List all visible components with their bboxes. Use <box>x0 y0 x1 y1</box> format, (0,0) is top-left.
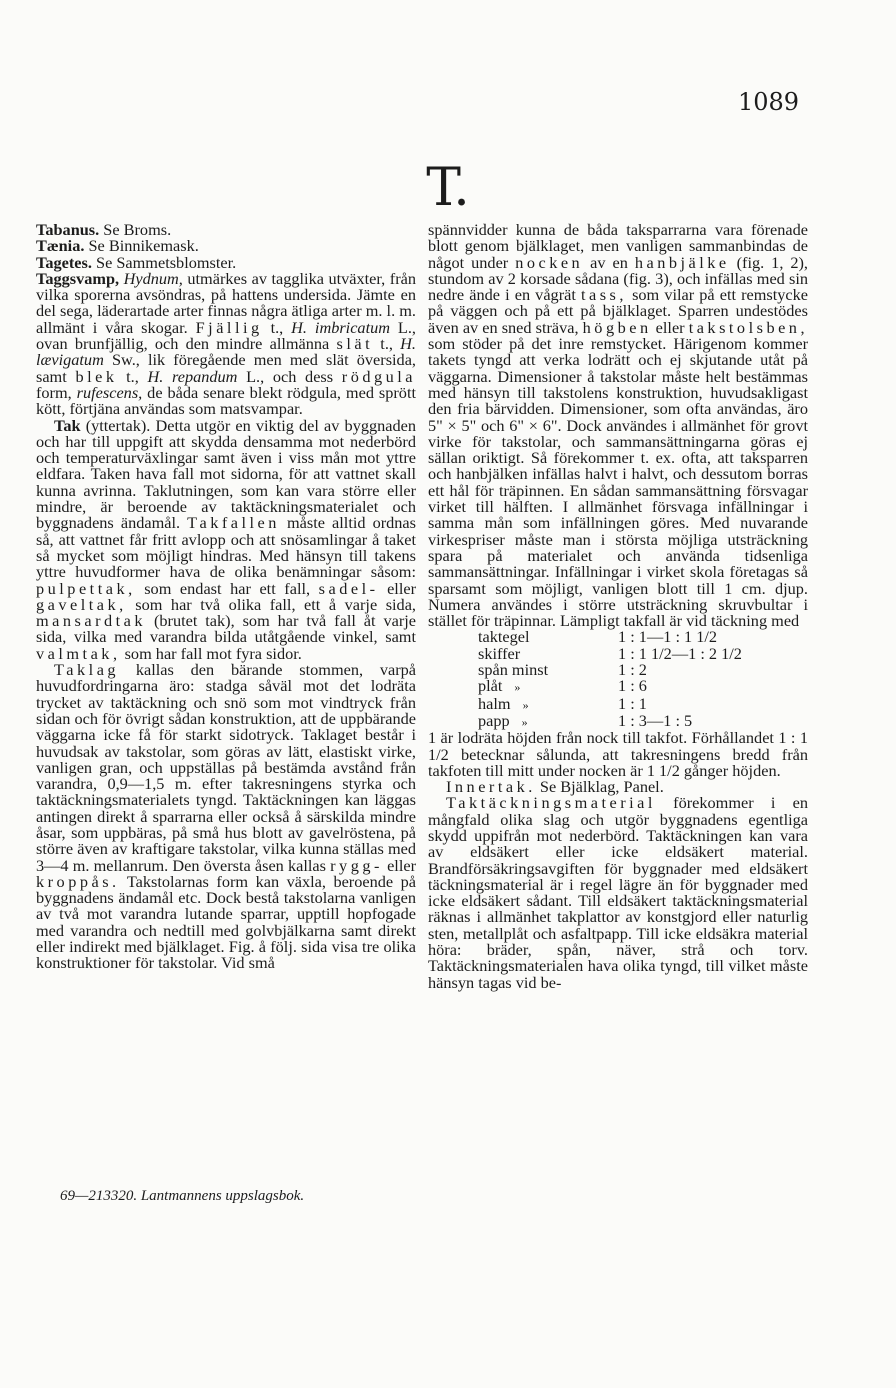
entry-text: förekommer i en mångfald olika slag och utgör byggnadens egentliga skydd uppifrån mot nederbörd. Taktäckningen kan vara av eldsäkert eller icke eldsäkert material. Brandförsäkringsavgiften för byggnader med eldsäkert täckningsmaterial är i regel lägre än för byggnader med icke eldsäkert sådant. Till eldsäkert taktäckningsmaterial räknas i allmänhet takplattor av konstgjord eller naturlig sten, metallplåt och asfaltpapp. Till icke eldsäkra material höra: bräder, spån, näver, strå och torv. Taktäckningsmaterialen hava olika tyngd, till vilket måste hänsyn tagas vid be- <box>428 793 808 992</box>
spaced-term: valmtak, <box>36 643 121 663</box>
left-column <box>36 222 416 972</box>
spaced-term: hanbjälke <box>634 252 730 272</box>
entry-text: Se Broms. <box>99 220 172 239</box>
spaced-term: takstolsben, <box>688 317 809 337</box>
material-name: plåt <box>478 676 503 696</box>
spaced-term: mansardtak <box>36 611 147 631</box>
entry-text: t., <box>262 317 292 337</box>
spaced-term: Fjällig <box>195 317 263 337</box>
entry-taktackningsmaterial <box>428 795 808 991</box>
material-name: spån minst <box>478 660 549 680</box>
material-name: skiffer <box>478 643 521 663</box>
entry-text: som har två olika fall, ett å varje sida, <box>126 594 416 614</box>
ratio-cell: 1 : 3—1 : 5 <box>618 710 693 730</box>
spaced-term: blek <box>75 366 118 386</box>
entry-taklag-continued <box>428 222 808 629</box>
ditto-mark: » <box>514 680 521 695</box>
entry-term: Tabanus. <box>36 220 100 239</box>
entry-text: Takstolarnas form kan växla, beroende på byggnadens ändamål etc. Dock bestå takstolarna vanligen av två mot varandra lutande sparrar, upptill hopfogade med varandra och nedtill med golvbjälkarna samt direkt eller indirekt med bjälklaget. Fig. å följ. sida visa tre olika konstruktioner för takstolar. Vid små <box>36 871 416 973</box>
entry-text: (yttertak). Detta utgör en viktig del av byggnaden och har till uppgift att skydda densamma mot nederbörd och temperaturväxlingar samt även i viss mån mot yttre eldfara. Taken hava fall mot sidorna, för att vattnet skall kunna avrinna. Taklutningen, som kan vara större eller mindre, är beroende av taktäckningsmaterialet och byggnadens ändamål. <box>36 415 416 533</box>
entry-text: form, <box>36 382 77 402</box>
entry-text: utmärkes av tagglika utväxter, från vilka sporerna avsöndras, på hattens undersida. Jämte en del sega, läderartade arter finnas några ätliga arter m. l. m. allmänt i våra skogar. <box>36 268 416 337</box>
entry-text: t., <box>117 366 148 386</box>
material-name: halm <box>478 693 511 713</box>
ratio-cell: 1 : 2 <box>618 660 647 680</box>
entry-text: eller <box>651 317 689 337</box>
right-column <box>428 222 808 991</box>
entry-text: eller <box>378 578 417 598</box>
ratio-note: 1 är lodräta höjden från nock till takfot. Förhållandet 1 : 1 1/2 betecknar sålunda, att takresningens bredd från takfoten till mitt under nocken är 1 1/2 gånger höjden. <box>428 728 808 780</box>
pitch-ratio-table <box>478 629 742 730</box>
ratio-cell: 1 : 1—1 : 1 1/2 <box>618 627 718 647</box>
spaced-term: Innertak. <box>446 777 536 797</box>
ratio-cell: 1 : 1 <box>618 693 647 713</box>
latin-name: H. imbricatum <box>291 317 390 337</box>
entry-text: (brutet tak), som har två fall åt varje sida, vilka med varandra bilda utåtgående vinkel, samt <box>36 611 416 647</box>
table-row <box>478 662 742 678</box>
entry-text: Se Bjälklag, Panel. <box>535 777 664 797</box>
entry-text: som stöder på det inre remstycket. Härigenom kommer takets tyngd att verka lodrätt och ej skjutande utåt på väggarna. Dimensioner å takstolar måste helt bestämmas med hänsyn till takstolens konstruktion, huvudsakligast den fria bärvidden. Dimensioner, som ofta användas, äro 5" × 5" och 6" × 6". Dock användes i allmänhet för grovt virke för takstolar, och sammansättningarna göras ej sällan oriktigt. Så förekommer t. ex. ofta, att taksparren och hanbjälken infällas halvt i halvt, och dessutom borras ett hål för träpinnen. En sådan sammansättning försvagar virket till hälften. I allmänhet försvaga infällningar i samma mån som infällningen göres. Med nuvarande virkespriser måste man i största möjliga utsträckning spara på materialet och använda tidsenliga sammansättningar. Infällningar i virket skola företagas så sparsamt som möjligt, vanligen blott till 1 cm. djup. Numera användes i större utsträckning skruvbultar i stället för träpinnar. Lämpligt takfall är vid täckning med <box>428 334 808 631</box>
spaced-term: högben <box>582 317 652 337</box>
ratio-cell: 1 : 6 <box>618 676 647 696</box>
entry-text: Sw., lik föregående men med slät översida, samt <box>36 350 416 386</box>
latin-name: rufescens, <box>76 382 143 402</box>
entry-text: eller <box>382 855 416 875</box>
spaced-term: Takfallen <box>187 513 280 533</box>
entry-text: av en <box>583 252 635 272</box>
spaced-term: rödgula <box>341 366 417 386</box>
entry-tak <box>36 415 417 663</box>
table-row <box>478 696 742 713</box>
latin-name: Hydnum, <box>123 268 183 288</box>
letter-heading: T. <box>426 158 470 218</box>
entry-taklag <box>36 662 416 972</box>
entry-text: spännvidder kunna de båda taksparrarna vara förenade blott genom bjälklaget, men vanligen sammanbindas de något under <box>428 220 808 272</box>
spaced-term: Taktäckningsmaterial <box>446 793 656 813</box>
page-footer: 69—213320. Lantmannens uppslagsbok. <box>60 1188 305 1204</box>
entry-text: som vilar på ett remstycke på väggen och på ett på bjälklaget. Sparren undestödes även av en sned sträva, <box>428 285 808 337</box>
entry-text: som endast har ett fall, <box>135 578 319 598</box>
entry-text: L., ovan brunfjällig, och den mindre allmänna <box>36 317 417 354</box>
entry-text: L., och dess <box>237 366 342 386</box>
entry-text: (fig. 1, 2), stundom av 2 korsade sådana (fig. 3), och infällas med sin nedre ände i en vågrät <box>428 252 808 305</box>
entry-term: Tagetes. <box>36 252 92 272</box>
entry-term: Tænia. <box>36 236 85 256</box>
ratio-cell: 1 : 1 1/2—1 : 2 1/2 <box>618 643 742 663</box>
entry-term: Taggsvamp, <box>36 268 120 288</box>
spaced-term: Taklag <box>54 660 120 680</box>
spaced-term: slät <box>336 334 374 354</box>
material-name: taktegel <box>478 627 530 647</box>
entry-text: Se Sammetsblomster. <box>91 252 237 272</box>
entry-text: Se Binnikemask. <box>84 236 199 256</box>
entry-text: de båda senare blekt rödgula, med sprött kött, förtjäna användas som matsvampar. <box>36 382 416 419</box>
material-name: papp <box>478 710 510 730</box>
entry-term: Tak <box>54 415 81 435</box>
entry-text: som har fall mot fyra sidor. <box>120 643 302 663</box>
page-number: 1089 <box>738 88 800 116</box>
ditto-mark: » <box>521 714 528 729</box>
latin-name: H. lævigatum <box>36 334 416 370</box>
spaced-term: kroppås. <box>36 871 120 891</box>
entry-text: kallas den bärande stommen, varpå huvudfordringarna äro: stadga såväl mot det lodräta trycket av taktäckning och snö som mot vindtryck från sidan och för övrigt sådan konstruktion, att de uppbärande väggarna icke få för starkt sidotryck. Taklaget består i huvudsak av takstolar, som göras av lätt, elastiskt virke, vanligen gran, och uppställas på bestämda avstånd från varandra, 0,9—1,5 m. efter takresningens styrka och taktäckningsmaterialets tyngd. Taktäckningen kan läggas antingen direkt å sparrarna eller också å särskilda mindre åsar, som uppbäras, på små hus blott av gavelröstena, på större även av kraftigare takstolar, vilka kunna ställas med 3—4 m. mellanrum. Den översta åsen kallas <box>36 660 416 875</box>
spaced-term: pulpettak, <box>36 578 136 598</box>
ditto-mark: » <box>522 697 529 712</box>
latin-name: H. repandum <box>147 366 238 386</box>
entry-text: måste alltid ordnas så, att vattnet får fritt avlopp och att snösamlingar å taket så mycket som möjligt hindras. Med hänsyn till takens yttre huvudformer hava de olika benämningar såsom: <box>36 513 416 582</box>
table-row <box>478 678 742 695</box>
entry-text: t., <box>373 334 401 354</box>
spaced-term: tass, <box>580 285 627 305</box>
spaced-term: sadel- <box>318 578 379 598</box>
entry-taggsvamp <box>36 268 417 419</box>
spaced-term: nocken <box>515 252 584 272</box>
spaced-term: gaveltak, <box>36 594 127 614</box>
spaced-term: rygg- <box>330 855 383 875</box>
